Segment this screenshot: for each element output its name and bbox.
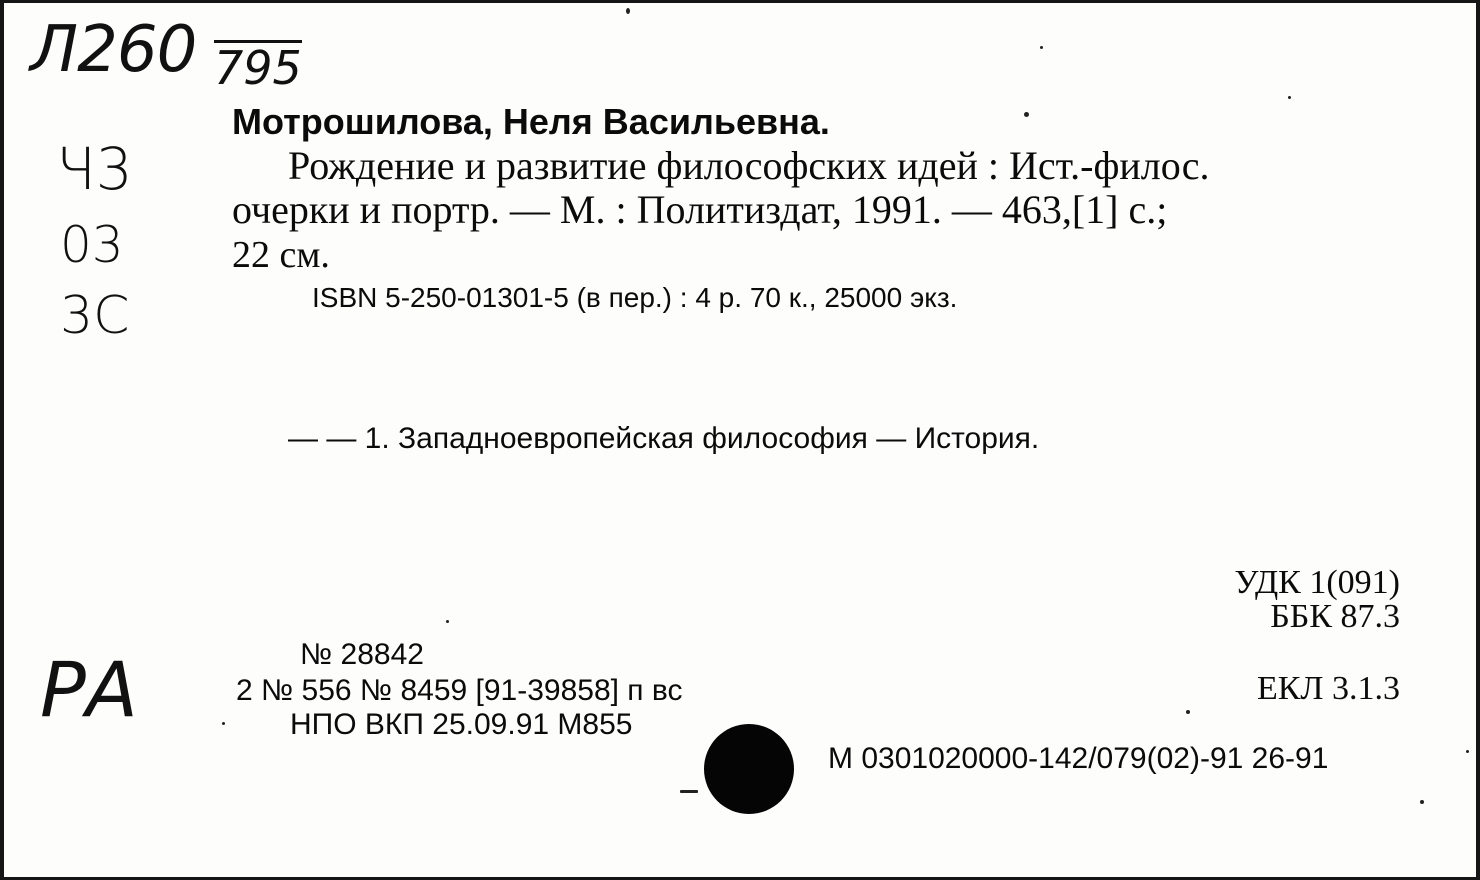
title-line-1: Рождение и развитие философских идей : Ист.-филос. xyxy=(288,143,1210,188)
author-heading: Мотрошилова, Неля Васильевна. xyxy=(232,101,830,142)
bbk-code: ББК 87.3 xyxy=(1270,598,1400,635)
scan-speck xyxy=(1040,46,1043,49)
scan-speck xyxy=(1186,710,1190,714)
subject-heading: — — 1. Западноевропейская философия — История. xyxy=(288,422,1040,455)
scan-speck xyxy=(1466,750,1469,753)
publication-index-code: М 0301020000-142/079(02)-91 26-91 xyxy=(828,742,1329,775)
scan-speck xyxy=(1420,800,1424,804)
scan-speck xyxy=(446,620,449,623)
card-edge-left xyxy=(0,0,4,880)
isbn-line: ISBN 5-250-01301-5 (в пер.) : 4 р. 70 к., 25000 экз. xyxy=(312,282,958,313)
handwritten-mark: РА xyxy=(40,645,138,734)
scan-speck xyxy=(1288,96,1291,99)
handwritten-code-1: Ч3 xyxy=(56,135,133,203)
title-line-3: 22 см. xyxy=(232,234,330,276)
udk-code: УДК 1(091) xyxy=(1234,564,1400,601)
print-info-line-1: 2 № 556 № 8459 [91-39858] п вс xyxy=(236,674,683,707)
card-edge-right xyxy=(1476,0,1480,880)
handwritten-code-3: 3С xyxy=(60,286,130,346)
card-edge-top xyxy=(0,0,1480,3)
scan-speck xyxy=(1024,112,1029,117)
handwritten-shelfmark-number: 795 xyxy=(214,41,302,95)
scan-speck xyxy=(222,722,225,725)
ekl-code: ЕКЛ 3.1.3 xyxy=(1256,670,1400,707)
order-number: № 28842 xyxy=(300,638,424,671)
title-line-2: очерки и портр. — М. : Политиздат, 1991. — 463,[1] с.; xyxy=(232,187,1168,232)
punch-hole xyxy=(704,724,794,814)
scan-speck xyxy=(680,790,698,793)
handwritten-code-2: 03 xyxy=(60,216,124,274)
print-info-line-2: НПО ВКП 25.09.91 М855 xyxy=(290,708,633,741)
handwritten-shelfmark: Л260 xyxy=(30,13,197,87)
scan-speck xyxy=(626,8,630,14)
